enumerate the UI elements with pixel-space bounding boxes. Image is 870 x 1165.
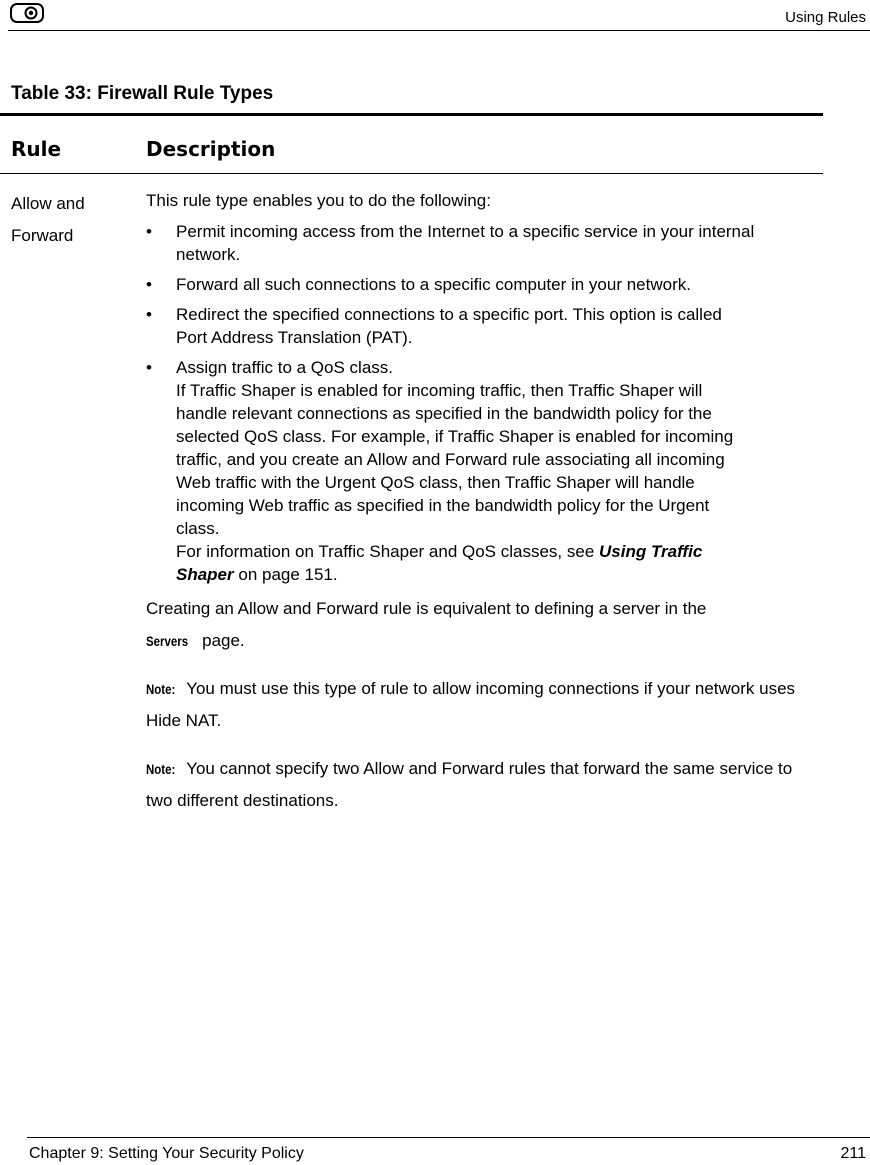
list-item: • Forward all such connections to a specific computer in your network.: [146, 275, 691, 294]
capabilities-list: [146, 220, 796, 586]
footer-divider: [27, 1137, 870, 1138]
rule-type-name: [11, 188, 131, 252]
note-forward-destinations: Note: You cannot specify two Allow and Forward rules that forward the same service to two different destinations.: [146, 753, 796, 817]
section-title: Using Rules: [785, 9, 866, 26]
list-item: • Redirect the specified connections to a specific port. This option is called Port Address Translation (PAT).: [146, 305, 722, 347]
table-title: Table 33: Firewall Rule Types: [11, 83, 274, 104]
table-top-rule: [0, 113, 823, 116]
bullet-icon: •: [146, 222, 152, 241]
list-item: • Assign traffic to a QoS class. If Traffic Shaper is enabled for incoming traffic, then Traffic Shaper will handle relevant connections as specified in the bandwidth policy for the selected QoS class. For example, if Traffic Shaper is enabled for incoming traffic, and you create an Allow and Forward rule associating all incoming Web traffic with the Urgent QoS class, then Traffic Shaper will handle incoming Web traffic as specified in the bandwidth policy for the Urgent class. For information on Traffic Shaper and QoS classes, see Using Traffic Shaper on page 151.: [146, 356, 756, 586]
note-label: Note:: [146, 681, 176, 697]
product-logo-icon: [10, 3, 44, 23]
header-bottom-rule: [0, 173, 823, 174]
column-header-rule: Rule: [11, 137, 62, 161]
rule-name-line-2: Forward: [11, 226, 74, 245]
description-intro: This rule type enables you to do the following:: [146, 191, 491, 210]
list-item: • Permit incoming access from the Internet to a specific service in your internal network.: [146, 222, 755, 264]
traffic-shaper-detail: If Traffic Shaper is enabled for incoming traffic, then Traffic Shaper will handle relevant connections as specified in the bandwidth policy for the selected QoS class. For example, if Traffic Shaper is enabled for incoming traffic, and you create an Allow and Forward rule associating all incoming Web traffic with the Urgent QoS class, then Traffic Shaper will handle incoming Web traffic as specified in the bandwidth policy for the Urgent class.: [176, 381, 734, 538]
rule-name-line-1: Allow and: [11, 194, 85, 213]
bullet-icon: •: [146, 358, 152, 377]
rule-description: [146, 188, 796, 817]
note-hide-nat: Note: You must use this type of rule to allow incoming connections if your network uses Hide NAT.: [146, 673, 796, 737]
note-label: Note:: [146, 761, 176, 777]
using-traffic-shaper-link[interactable]: Using Traffic Shaper: [176, 542, 703, 584]
page-number: 211: [840, 1145, 866, 1162]
servers-page-name: Servers: [146, 633, 189, 649]
traffic-shaper-reference: For information on Traffic Shaper and QoS classes, see Using Traffic Shaper on page 151.: [176, 542, 703, 584]
column-header-description: Description: [146, 137, 276, 161]
chapter-title: Chapter 9: Setting Your Security Policy: [29, 1145, 304, 1162]
equivalence-paragraph: Creating an Allow and Forward rule is equivalent to defining a server in the Servers page.: [146, 593, 796, 657]
bullet-icon: •: [146, 305, 152, 324]
header-divider: [8, 30, 870, 31]
bullet-icon: •: [146, 275, 152, 294]
